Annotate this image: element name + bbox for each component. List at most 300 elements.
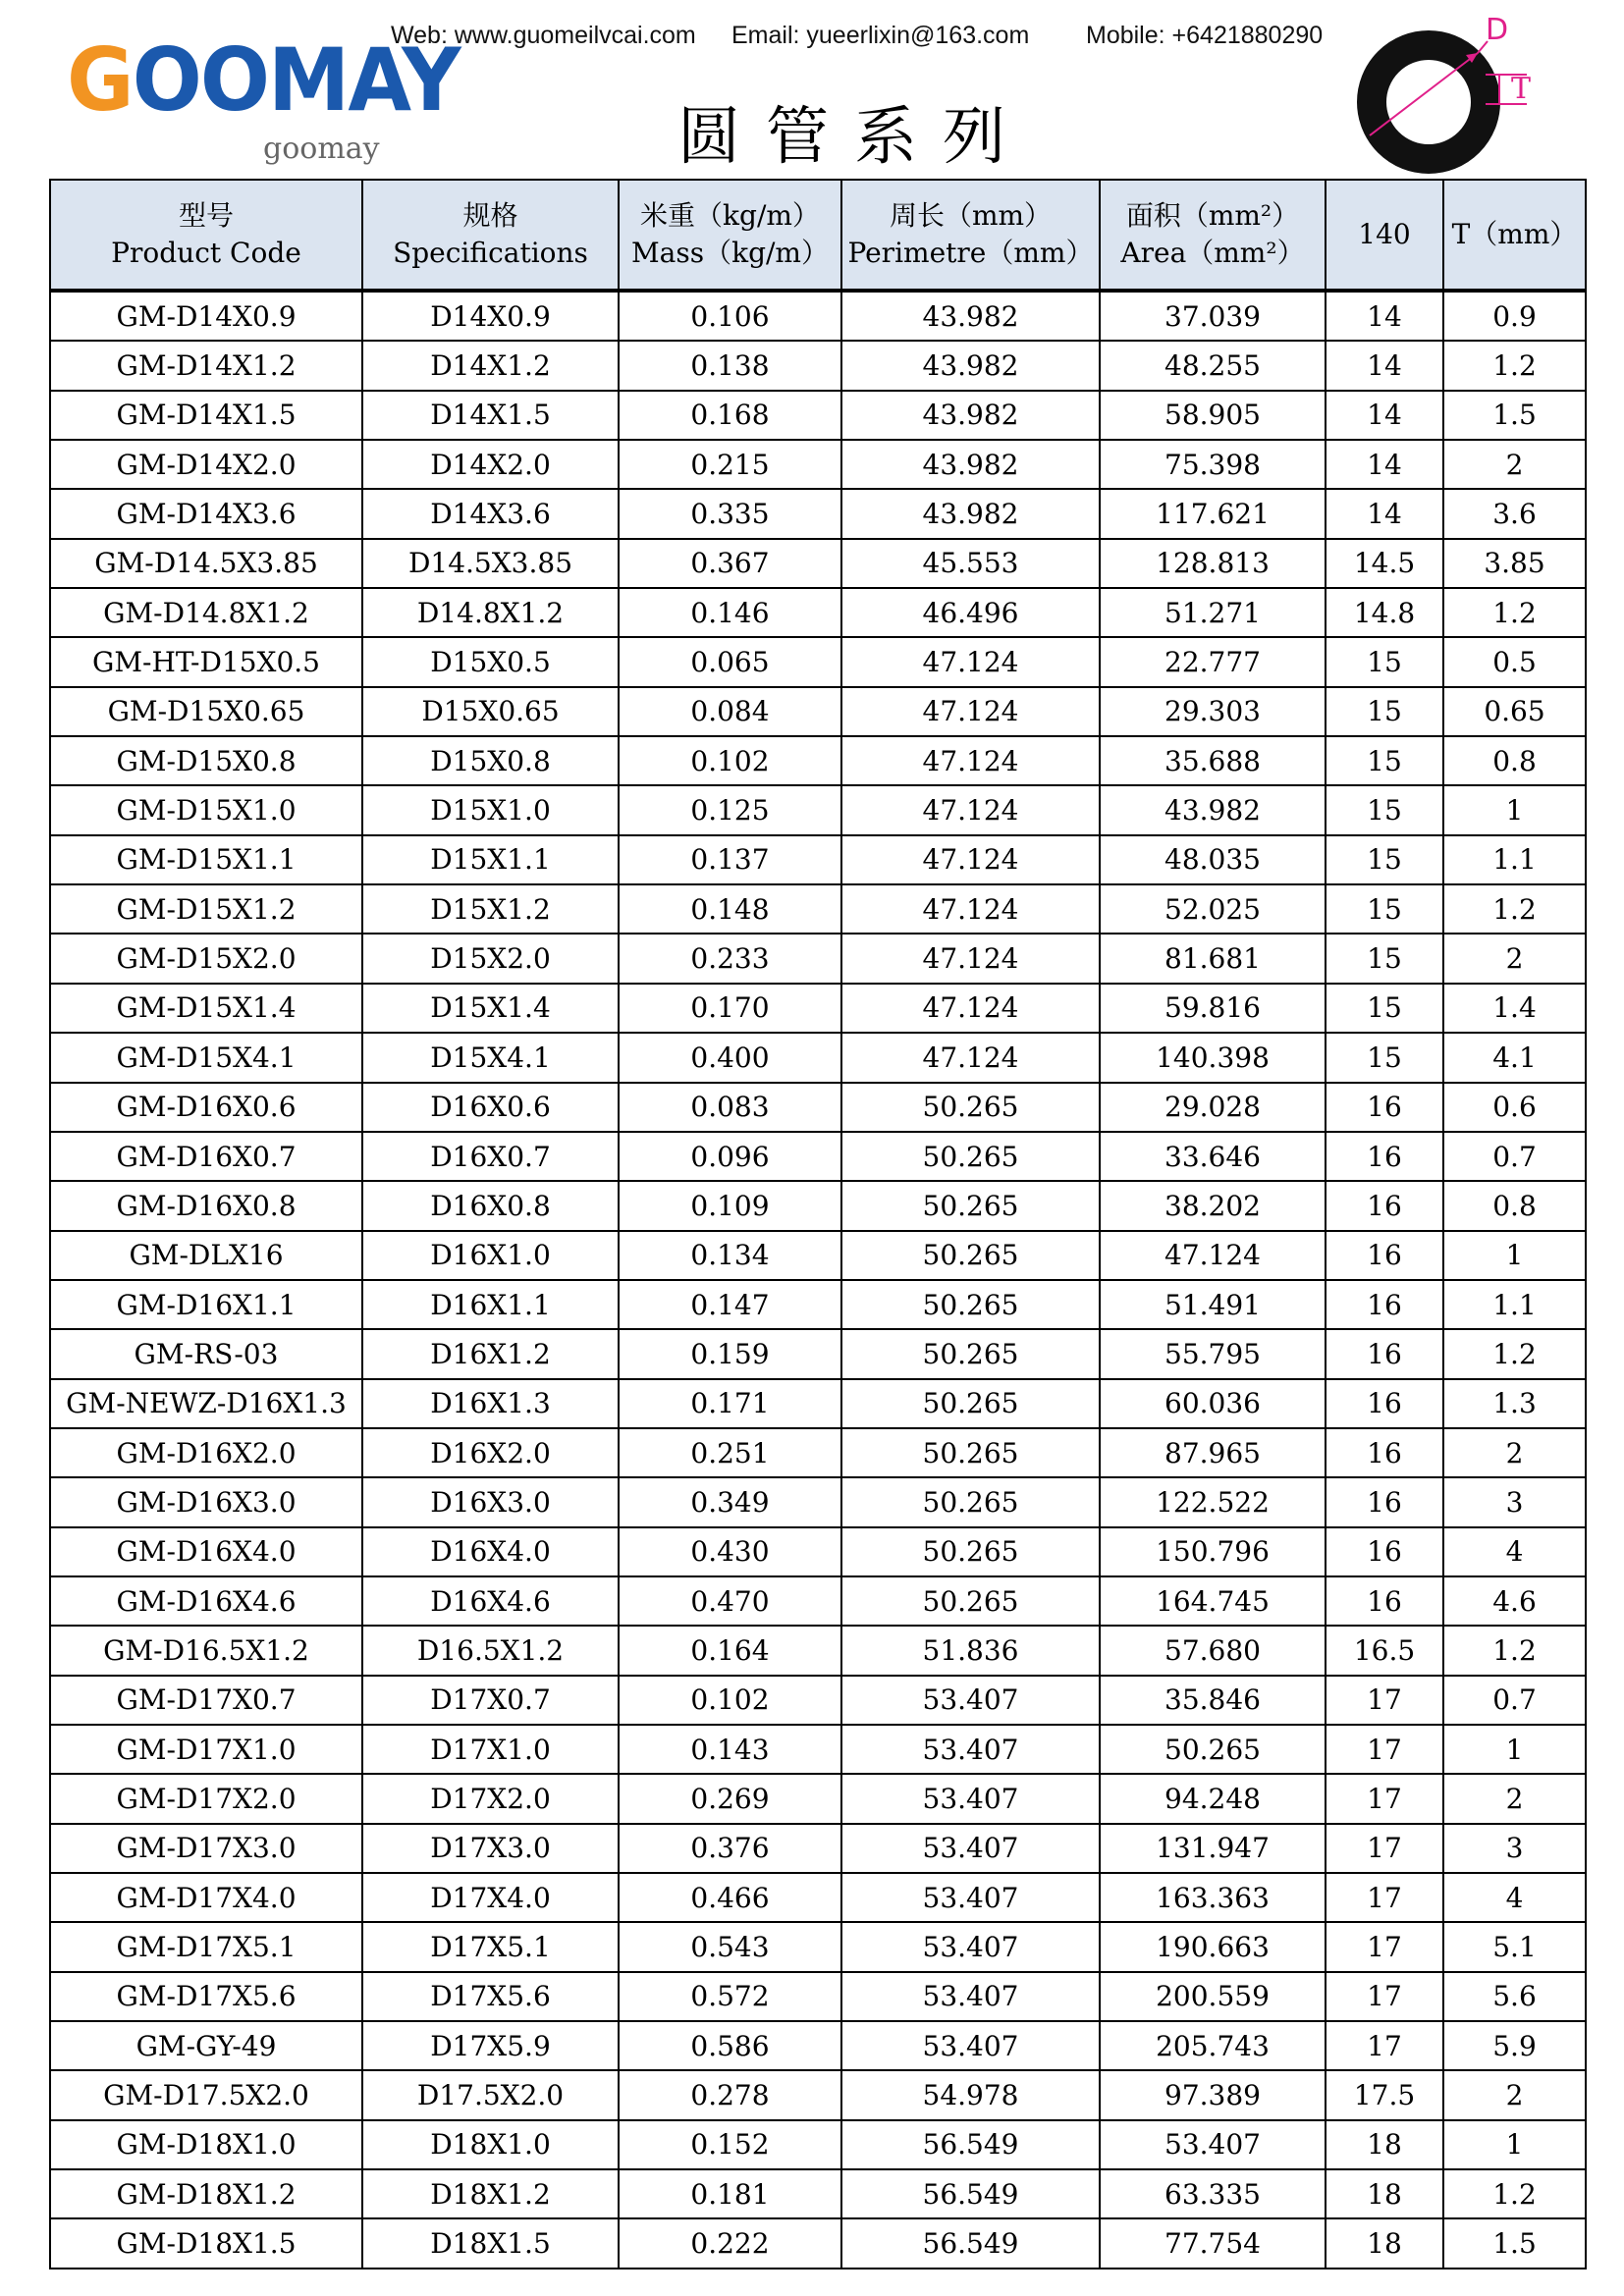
header-thickness: T（mm） bbox=[1443, 180, 1586, 291]
table-row bbox=[50, 1181, 1586, 1230]
table-row bbox=[50, 489, 1586, 538]
cell-perimetre: 46.496 bbox=[841, 588, 1100, 637]
cell-area: 48.035 bbox=[1100, 835, 1326, 884]
cell-perimetre: 53.407 bbox=[841, 2021, 1100, 2070]
cell-thickness: 0.6 bbox=[1443, 1083, 1586, 1132]
header-perimetre: 周长（mm） Perimetre（mm） bbox=[841, 180, 1100, 291]
table-row bbox=[50, 1477, 1586, 1526]
table-row bbox=[50, 341, 1586, 390]
cell-mass: 0.109 bbox=[619, 1181, 841, 1230]
round-tube-diagram bbox=[1330, 14, 1556, 176]
cell-diameter: 17 bbox=[1326, 1676, 1443, 1725]
thickness-label: T bbox=[1511, 72, 1532, 106]
cell-diameter: 16.5 bbox=[1326, 1626, 1443, 1675]
cell-area: 164.745 bbox=[1100, 1576, 1326, 1626]
cell-mass: 0.233 bbox=[619, 934, 841, 983]
cell-perimetre: 53.407 bbox=[841, 1873, 1100, 1922]
cell-product-code: GM-NEWZ-D16X1.3 bbox=[50, 1379, 362, 1428]
cell-area: 29.028 bbox=[1100, 1083, 1326, 1132]
cell-perimetre: 50.265 bbox=[841, 1083, 1100, 1132]
cell-diameter: 14 bbox=[1326, 489, 1443, 538]
cell-mass: 0.367 bbox=[619, 539, 841, 588]
cell-thickness: 1.2 bbox=[1443, 1626, 1586, 1675]
cell-specification: D16X2.0 bbox=[362, 1428, 619, 1477]
cell-mass: 0.170 bbox=[619, 984, 841, 1033]
cell-specification: D14.5X3.85 bbox=[362, 539, 619, 588]
cell-specification: D16.5X1.2 bbox=[362, 1626, 619, 1675]
cell-specification: D15X2.0 bbox=[362, 934, 619, 983]
cell-specification: D17X1.0 bbox=[362, 1725, 619, 1774]
header-diameter: 140 bbox=[1326, 180, 1443, 291]
cell-mass: 0.083 bbox=[619, 1083, 841, 1132]
cell-diameter: 17 bbox=[1326, 1873, 1443, 1922]
cell-thickness: 1.2 bbox=[1443, 884, 1586, 934]
table-row bbox=[50, 637, 1586, 686]
cell-mass: 0.138 bbox=[619, 341, 841, 390]
cell-area: 58.905 bbox=[1100, 391, 1326, 440]
cell-specification: D17X5.6 bbox=[362, 1972, 619, 2021]
cell-product-code: GM-D17X2.0 bbox=[50, 1774, 362, 1823]
cell-diameter: 18 bbox=[1326, 2169, 1443, 2218]
cell-perimetre: 47.124 bbox=[841, 984, 1100, 1033]
header-specifications: 规格 Specifications bbox=[362, 180, 619, 291]
cell-product-code: GM-D18X1.5 bbox=[50, 2218, 362, 2268]
cell-product-code: GM-D16X2.0 bbox=[50, 1428, 362, 1477]
cell-thickness: 1.2 bbox=[1443, 341, 1586, 390]
cell-diameter: 15 bbox=[1326, 736, 1443, 785]
cell-thickness: 0.5 bbox=[1443, 637, 1586, 686]
cell-area: 117.621 bbox=[1100, 489, 1326, 538]
cell-product-code: GM-DLX16 bbox=[50, 1231, 362, 1280]
cell-thickness: 2 bbox=[1443, 2070, 1586, 2119]
cell-thickness: 3.85 bbox=[1443, 539, 1586, 588]
cell-thickness: 3 bbox=[1443, 1477, 1586, 1526]
cell-thickness: 2 bbox=[1443, 1774, 1586, 1823]
cell-diameter: 16 bbox=[1326, 1181, 1443, 1230]
cell-specification: D17X3.0 bbox=[362, 1824, 619, 1873]
table-row bbox=[50, 1576, 1586, 1626]
diameter-label: D bbox=[1486, 14, 1509, 47]
cell-perimetre: 56.549 bbox=[841, 2120, 1100, 2169]
cell-specification: D15X1.0 bbox=[362, 785, 619, 834]
cell-diameter: 15 bbox=[1326, 984, 1443, 1033]
cell-product-code: GM-D17X5.1 bbox=[50, 1922, 362, 1971]
cell-perimetre: 50.265 bbox=[841, 1527, 1100, 1576]
cell-thickness: 2 bbox=[1443, 440, 1586, 489]
cell-thickness: 5.6 bbox=[1443, 1972, 1586, 2021]
cell-diameter: 16 bbox=[1326, 1477, 1443, 1526]
cell-specification: D16X0.7 bbox=[362, 1132, 619, 1181]
cell-perimetre: 50.265 bbox=[841, 1477, 1100, 1526]
cell-product-code: GM-D14X3.6 bbox=[50, 489, 362, 538]
cell-product-code: GM-D16X1.1 bbox=[50, 1280, 362, 1329]
table-row bbox=[50, 1922, 1586, 1971]
cell-area: 38.202 bbox=[1100, 1181, 1326, 1230]
cell-perimetre: 50.265 bbox=[841, 1181, 1100, 1230]
cell-thickness: 5.1 bbox=[1443, 1922, 1586, 1971]
cell-mass: 0.181 bbox=[619, 2169, 841, 2218]
cell-mass: 0.335 bbox=[619, 489, 841, 538]
cell-specification: D18X1.5 bbox=[362, 2218, 619, 2268]
cell-specification: D16X1.3 bbox=[362, 1379, 619, 1428]
table-row bbox=[50, 2120, 1586, 2169]
cell-diameter: 15 bbox=[1326, 1033, 1443, 1082]
cell-mass: 0.349 bbox=[619, 1477, 841, 1526]
cell-area: 43.982 bbox=[1100, 785, 1326, 834]
cell-specification: D17X2.0 bbox=[362, 1774, 619, 1823]
cell-specification: D15X0.8 bbox=[362, 736, 619, 785]
cell-mass: 0.164 bbox=[619, 1626, 841, 1675]
cell-thickness: 4.6 bbox=[1443, 1576, 1586, 1626]
cell-mass: 0.215 bbox=[619, 440, 841, 489]
cell-thickness: 1 bbox=[1443, 1725, 1586, 1774]
table-row bbox=[50, 1626, 1586, 1675]
cell-area: 81.681 bbox=[1100, 934, 1326, 983]
cell-product-code: GM-D16X0.8 bbox=[50, 1181, 362, 1230]
cell-thickness: 1.1 bbox=[1443, 1280, 1586, 1329]
cell-perimetre: 50.265 bbox=[841, 1132, 1100, 1181]
cell-specification: D17X5.1 bbox=[362, 1922, 619, 1971]
table-row bbox=[50, 687, 1586, 736]
cell-diameter: 17 bbox=[1326, 1824, 1443, 1873]
cell-mass: 0.168 bbox=[619, 391, 841, 440]
cell-diameter: 14.5 bbox=[1326, 539, 1443, 588]
cell-perimetre: 56.549 bbox=[841, 2218, 1100, 2268]
logo-subtext: goomay bbox=[263, 132, 380, 166]
table-row bbox=[50, 1774, 1586, 1823]
cell-mass: 0.096 bbox=[619, 1132, 841, 1181]
cell-area: 60.036 bbox=[1100, 1379, 1326, 1428]
cell-diameter: 15 bbox=[1326, 637, 1443, 686]
table-row bbox=[50, 1033, 1586, 1082]
cell-product-code: GM-D18X1.2 bbox=[50, 2169, 362, 2218]
cell-mass: 0.278 bbox=[619, 2070, 841, 2119]
page-title: 圆管系列 bbox=[677, 101, 1031, 174]
cell-diameter: 17 bbox=[1326, 1774, 1443, 1823]
cell-product-code: GM-D14X1.2 bbox=[50, 341, 362, 390]
cell-thickness: 1 bbox=[1443, 785, 1586, 834]
cell-mass: 0.466 bbox=[619, 1873, 841, 1922]
table-row bbox=[50, 984, 1586, 1033]
cell-thickness: 0.9 bbox=[1443, 291, 1586, 341]
cell-diameter: 15 bbox=[1326, 934, 1443, 983]
cell-specification: D14.8X1.2 bbox=[362, 588, 619, 637]
cell-specification: D16X0.6 bbox=[362, 1083, 619, 1132]
table-row bbox=[50, 1132, 1586, 1181]
cell-thickness: 1.2 bbox=[1443, 2169, 1586, 2218]
cell-perimetre: 53.407 bbox=[841, 1824, 1100, 1873]
cell-mass: 0.222 bbox=[619, 2218, 841, 2268]
tube-cross-section bbox=[1372, 45, 1486, 159]
cell-perimetre: 47.124 bbox=[841, 884, 1100, 934]
table-row bbox=[50, 1725, 1586, 1774]
cell-product-code: GM-D17X4.0 bbox=[50, 1873, 362, 1922]
table-row bbox=[50, 1873, 1586, 1922]
cell-specification: D17.5X2.0 bbox=[362, 2070, 619, 2119]
table-row bbox=[50, 588, 1586, 637]
table-row bbox=[50, 1527, 1586, 1576]
cell-diameter: 16 bbox=[1326, 1428, 1443, 1477]
cell-diameter: 14 bbox=[1326, 391, 1443, 440]
cell-specification: D16X1.2 bbox=[362, 1329, 619, 1378]
cell-product-code: GM-D16X3.0 bbox=[50, 1477, 362, 1526]
cell-product-code: GM-D14X1.5 bbox=[50, 391, 362, 440]
cell-area: 97.389 bbox=[1100, 2070, 1326, 2119]
cell-diameter: 16 bbox=[1326, 1083, 1443, 1132]
cell-area: 205.743 bbox=[1100, 2021, 1326, 2070]
cell-thickness: 3 bbox=[1443, 1824, 1586, 1873]
table-row bbox=[50, 1379, 1586, 1428]
cell-product-code: GM-D15X1.1 bbox=[50, 835, 362, 884]
cell-specification: D16X4.6 bbox=[362, 1576, 619, 1626]
table-row bbox=[50, 1676, 1586, 1725]
cell-perimetre: 50.265 bbox=[841, 1379, 1100, 1428]
cell-diameter: 16 bbox=[1326, 1280, 1443, 1329]
cell-area: 59.816 bbox=[1100, 984, 1326, 1033]
cell-area: 163.363 bbox=[1100, 1873, 1326, 1922]
cell-area: 48.255 bbox=[1100, 341, 1326, 390]
cell-diameter: 16 bbox=[1326, 1132, 1443, 1181]
cell-diameter: 18 bbox=[1326, 2120, 1443, 2169]
cell-specification: D17X5.9 bbox=[362, 2021, 619, 2070]
table-row bbox=[50, 835, 1586, 884]
table-row bbox=[50, 1972, 1586, 2021]
cell-product-code: GM-D14X0.9 bbox=[50, 291, 362, 341]
cell-specification: D18X1.2 bbox=[362, 2169, 619, 2218]
table-row bbox=[50, 1824, 1586, 1873]
cell-area: 190.663 bbox=[1100, 1922, 1326, 1971]
cell-thickness: 0.65 bbox=[1443, 687, 1586, 736]
cell-area: 150.796 bbox=[1100, 1527, 1326, 1576]
cell-specification: D16X0.8 bbox=[362, 1181, 619, 1230]
cell-perimetre: 53.407 bbox=[841, 1774, 1100, 1823]
cell-product-code: GM-D15X2.0 bbox=[50, 934, 362, 983]
cell-area: 75.398 bbox=[1100, 440, 1326, 489]
cell-mass: 0.148 bbox=[619, 884, 841, 934]
cell-diameter: 14 bbox=[1326, 341, 1443, 390]
cell-product-code: GM-D14X2.0 bbox=[50, 440, 362, 489]
table-row bbox=[50, 440, 1586, 489]
cell-perimetre: 53.407 bbox=[841, 1725, 1100, 1774]
cell-mass: 0.572 bbox=[619, 1972, 841, 2021]
table-row bbox=[50, 884, 1586, 934]
cell-specification: D14X3.6 bbox=[362, 489, 619, 538]
table-row bbox=[50, 1083, 1586, 1132]
cell-thickness: 4 bbox=[1443, 1873, 1586, 1922]
cell-product-code: GM-D17X5.6 bbox=[50, 1972, 362, 2021]
cell-thickness: 2 bbox=[1443, 1428, 1586, 1477]
cell-area: 47.124 bbox=[1100, 1231, 1326, 1280]
cell-product-code: GM-D17X1.0 bbox=[50, 1725, 362, 1774]
table-row bbox=[50, 1428, 1586, 1477]
cell-product-code: GM-D15X1.0 bbox=[50, 785, 362, 834]
header-product-code: 型号 Product Code bbox=[50, 180, 362, 291]
cell-product-code: GM-D16X0.6 bbox=[50, 1083, 362, 1132]
cell-area: 50.265 bbox=[1100, 1725, 1326, 1774]
cell-thickness: 1.5 bbox=[1443, 2218, 1586, 2268]
cell-perimetre: 50.265 bbox=[841, 1428, 1100, 1477]
cell-mass: 0.470 bbox=[619, 1576, 841, 1626]
cell-diameter: 16 bbox=[1326, 1379, 1443, 1428]
cell-thickness: 4.1 bbox=[1443, 1033, 1586, 1082]
cell-thickness: 1.3 bbox=[1443, 1379, 1586, 1428]
cell-diameter: 15 bbox=[1326, 884, 1443, 934]
cell-thickness: 2 bbox=[1443, 934, 1586, 983]
cell-product-code: GM-D17.5X2.0 bbox=[50, 2070, 362, 2119]
cell-area: 37.039 bbox=[1100, 291, 1326, 341]
cell-diameter: 15 bbox=[1326, 687, 1443, 736]
cell-mass: 0.586 bbox=[619, 2021, 841, 2070]
cell-perimetre: 47.124 bbox=[841, 1033, 1100, 1082]
cell-mass: 0.143 bbox=[619, 1725, 841, 1774]
table-body bbox=[50, 291, 1586, 2269]
cell-specification: D15X0.65 bbox=[362, 687, 619, 736]
cell-mass: 0.125 bbox=[619, 785, 841, 834]
cell-specification: D15X4.1 bbox=[362, 1033, 619, 1082]
cell-mass: 0.152 bbox=[619, 2120, 841, 2169]
cell-diameter: 16 bbox=[1326, 1576, 1443, 1626]
cell-perimetre: 50.265 bbox=[841, 1329, 1100, 1378]
cell-perimetre: 53.407 bbox=[841, 1676, 1100, 1725]
table-row bbox=[50, 2021, 1586, 2070]
cell-thickness: 1.1 bbox=[1443, 835, 1586, 884]
cell-product-code: GM-D16X4.6 bbox=[50, 1576, 362, 1626]
logo-wordmark: GOOMAY bbox=[67, 29, 460, 131]
cell-mass: 0.137 bbox=[619, 835, 841, 884]
cell-thickness: 1 bbox=[1443, 1231, 1586, 1280]
company-logo bbox=[49, 18, 460, 175]
cell-area: 200.559 bbox=[1100, 1972, 1326, 2021]
cell-perimetre: 51.836 bbox=[841, 1626, 1100, 1675]
cell-perimetre: 43.982 bbox=[841, 341, 1100, 390]
cell-diameter: 14 bbox=[1326, 291, 1443, 341]
cell-product-code: GM-D18X1.0 bbox=[50, 2120, 362, 2169]
table-row bbox=[50, 2070, 1586, 2119]
cell-mass: 0.065 bbox=[619, 637, 841, 686]
cell-specification: D15X1.4 bbox=[362, 984, 619, 1033]
cell-perimetre: 50.265 bbox=[841, 1231, 1100, 1280]
cell-specification: D14X1.5 bbox=[362, 391, 619, 440]
cell-perimetre: 54.978 bbox=[841, 2070, 1100, 2119]
cell-perimetre: 47.124 bbox=[841, 736, 1100, 785]
cell-product-code: GM-HT-D15X0.5 bbox=[50, 637, 362, 686]
cell-thickness: 0.8 bbox=[1443, 736, 1586, 785]
cell-perimetre: 47.124 bbox=[841, 687, 1100, 736]
cell-area: 57.680 bbox=[1100, 1626, 1326, 1675]
cell-mass: 0.543 bbox=[619, 1922, 841, 1971]
cell-specification: D16X1.1 bbox=[362, 1280, 619, 1329]
cell-thickness: 4 bbox=[1443, 1527, 1586, 1576]
cell-area: 140.398 bbox=[1100, 1033, 1326, 1082]
cell-perimetre: 50.265 bbox=[841, 1576, 1100, 1626]
cell-mass: 0.376 bbox=[619, 1824, 841, 1873]
cell-mass: 0.430 bbox=[619, 1527, 841, 1576]
cell-diameter: 15 bbox=[1326, 835, 1443, 884]
cell-area: 94.248 bbox=[1100, 1774, 1326, 1823]
cell-perimetre: 43.982 bbox=[841, 489, 1100, 538]
cell-specification: D16X3.0 bbox=[362, 1477, 619, 1526]
cell-product-code: GM-D14.5X3.85 bbox=[50, 539, 362, 588]
cell-specification: D17X0.7 bbox=[362, 1676, 619, 1725]
cell-product-code: GM-D17X3.0 bbox=[50, 1824, 362, 1873]
cell-area: 131.947 bbox=[1100, 1824, 1326, 1873]
cell-specification: D15X1.2 bbox=[362, 884, 619, 934]
cell-thickness: 5.9 bbox=[1443, 2021, 1586, 2070]
table-row bbox=[50, 291, 1586, 341]
cell-thickness: 1.4 bbox=[1443, 984, 1586, 1033]
table-row bbox=[50, 736, 1586, 785]
cell-mass: 0.269 bbox=[619, 1774, 841, 1823]
cell-product-code: GM-GY-49 bbox=[50, 2021, 362, 2070]
mobile-number: Mobile: +6421880290 bbox=[1086, 22, 1324, 49]
cell-area: 53.407 bbox=[1100, 2120, 1326, 2169]
cell-specification: D14X2.0 bbox=[362, 440, 619, 489]
cell-area: 55.795 bbox=[1100, 1329, 1326, 1378]
table-row bbox=[50, 1329, 1586, 1378]
cell-mass: 0.400 bbox=[619, 1033, 841, 1082]
cell-perimetre: 43.982 bbox=[841, 440, 1100, 489]
cell-product-code: GM-D15X4.1 bbox=[50, 1033, 362, 1082]
header-area: 面积（mm²） Area（mm²） bbox=[1100, 180, 1326, 291]
table-row bbox=[50, 391, 1586, 440]
cell-area: 128.813 bbox=[1100, 539, 1326, 588]
cell-product-code: GM-D14.8X1.2 bbox=[50, 588, 362, 637]
cell-diameter: 17 bbox=[1326, 1725, 1443, 1774]
cell-product-code: GM-RS-03 bbox=[50, 1329, 362, 1378]
cell-area: 52.025 bbox=[1100, 884, 1326, 934]
cell-specification: D18X1.0 bbox=[362, 2120, 619, 2169]
cell-area: 22.777 bbox=[1100, 637, 1326, 686]
cell-mass: 0.171 bbox=[619, 1379, 841, 1428]
cell-specification: D14X1.2 bbox=[362, 341, 619, 390]
cell-mass: 0.084 bbox=[619, 687, 841, 736]
cell-thickness: 1 bbox=[1443, 2120, 1586, 2169]
cell-product-code: GM-D15X1.2 bbox=[50, 884, 362, 934]
cell-diameter: 14.8 bbox=[1326, 588, 1443, 637]
cell-perimetre: 47.124 bbox=[841, 835, 1100, 884]
cell-diameter: 17.5 bbox=[1326, 2070, 1443, 2119]
email-link[interactable]: Email: yueerlixin@163.com bbox=[731, 22, 1030, 49]
cell-perimetre: 47.124 bbox=[841, 785, 1100, 834]
table-row bbox=[50, 1280, 1586, 1329]
cell-mass: 0.102 bbox=[619, 1676, 841, 1725]
cell-diameter: 17 bbox=[1326, 1922, 1443, 1971]
cell-perimetre: 56.549 bbox=[841, 2169, 1100, 2218]
cell-diameter: 17 bbox=[1326, 1972, 1443, 2021]
cell-area: 29.303 bbox=[1100, 687, 1326, 736]
cell-perimetre: 53.407 bbox=[841, 1922, 1100, 1971]
cell-area: 87.965 bbox=[1100, 1428, 1326, 1477]
cell-specification: D15X1.1 bbox=[362, 835, 619, 884]
table-row bbox=[50, 539, 1586, 588]
cell-thickness: 3.6 bbox=[1443, 489, 1586, 538]
cell-area: 35.846 bbox=[1100, 1676, 1326, 1725]
cell-diameter: 17 bbox=[1326, 2021, 1443, 2070]
table-row bbox=[50, 934, 1586, 983]
table-header-row bbox=[50, 180, 1586, 291]
cell-thickness: 0.8 bbox=[1443, 1181, 1586, 1230]
cell-diameter: 18 bbox=[1326, 2218, 1443, 2268]
cell-perimetre: 43.982 bbox=[841, 391, 1100, 440]
cell-diameter: 16 bbox=[1326, 1231, 1443, 1280]
website-link[interactable]: Web: www.guomeilvcai.com bbox=[391, 22, 696, 49]
cell-diameter: 16 bbox=[1326, 1527, 1443, 1576]
cell-mass: 0.146 bbox=[619, 588, 841, 637]
cell-thickness: 0.7 bbox=[1443, 1132, 1586, 1181]
cell-perimetre: 47.124 bbox=[841, 637, 1100, 686]
cell-area: 35.688 bbox=[1100, 736, 1326, 785]
cell-specification: D16X1.0 bbox=[362, 1231, 619, 1280]
